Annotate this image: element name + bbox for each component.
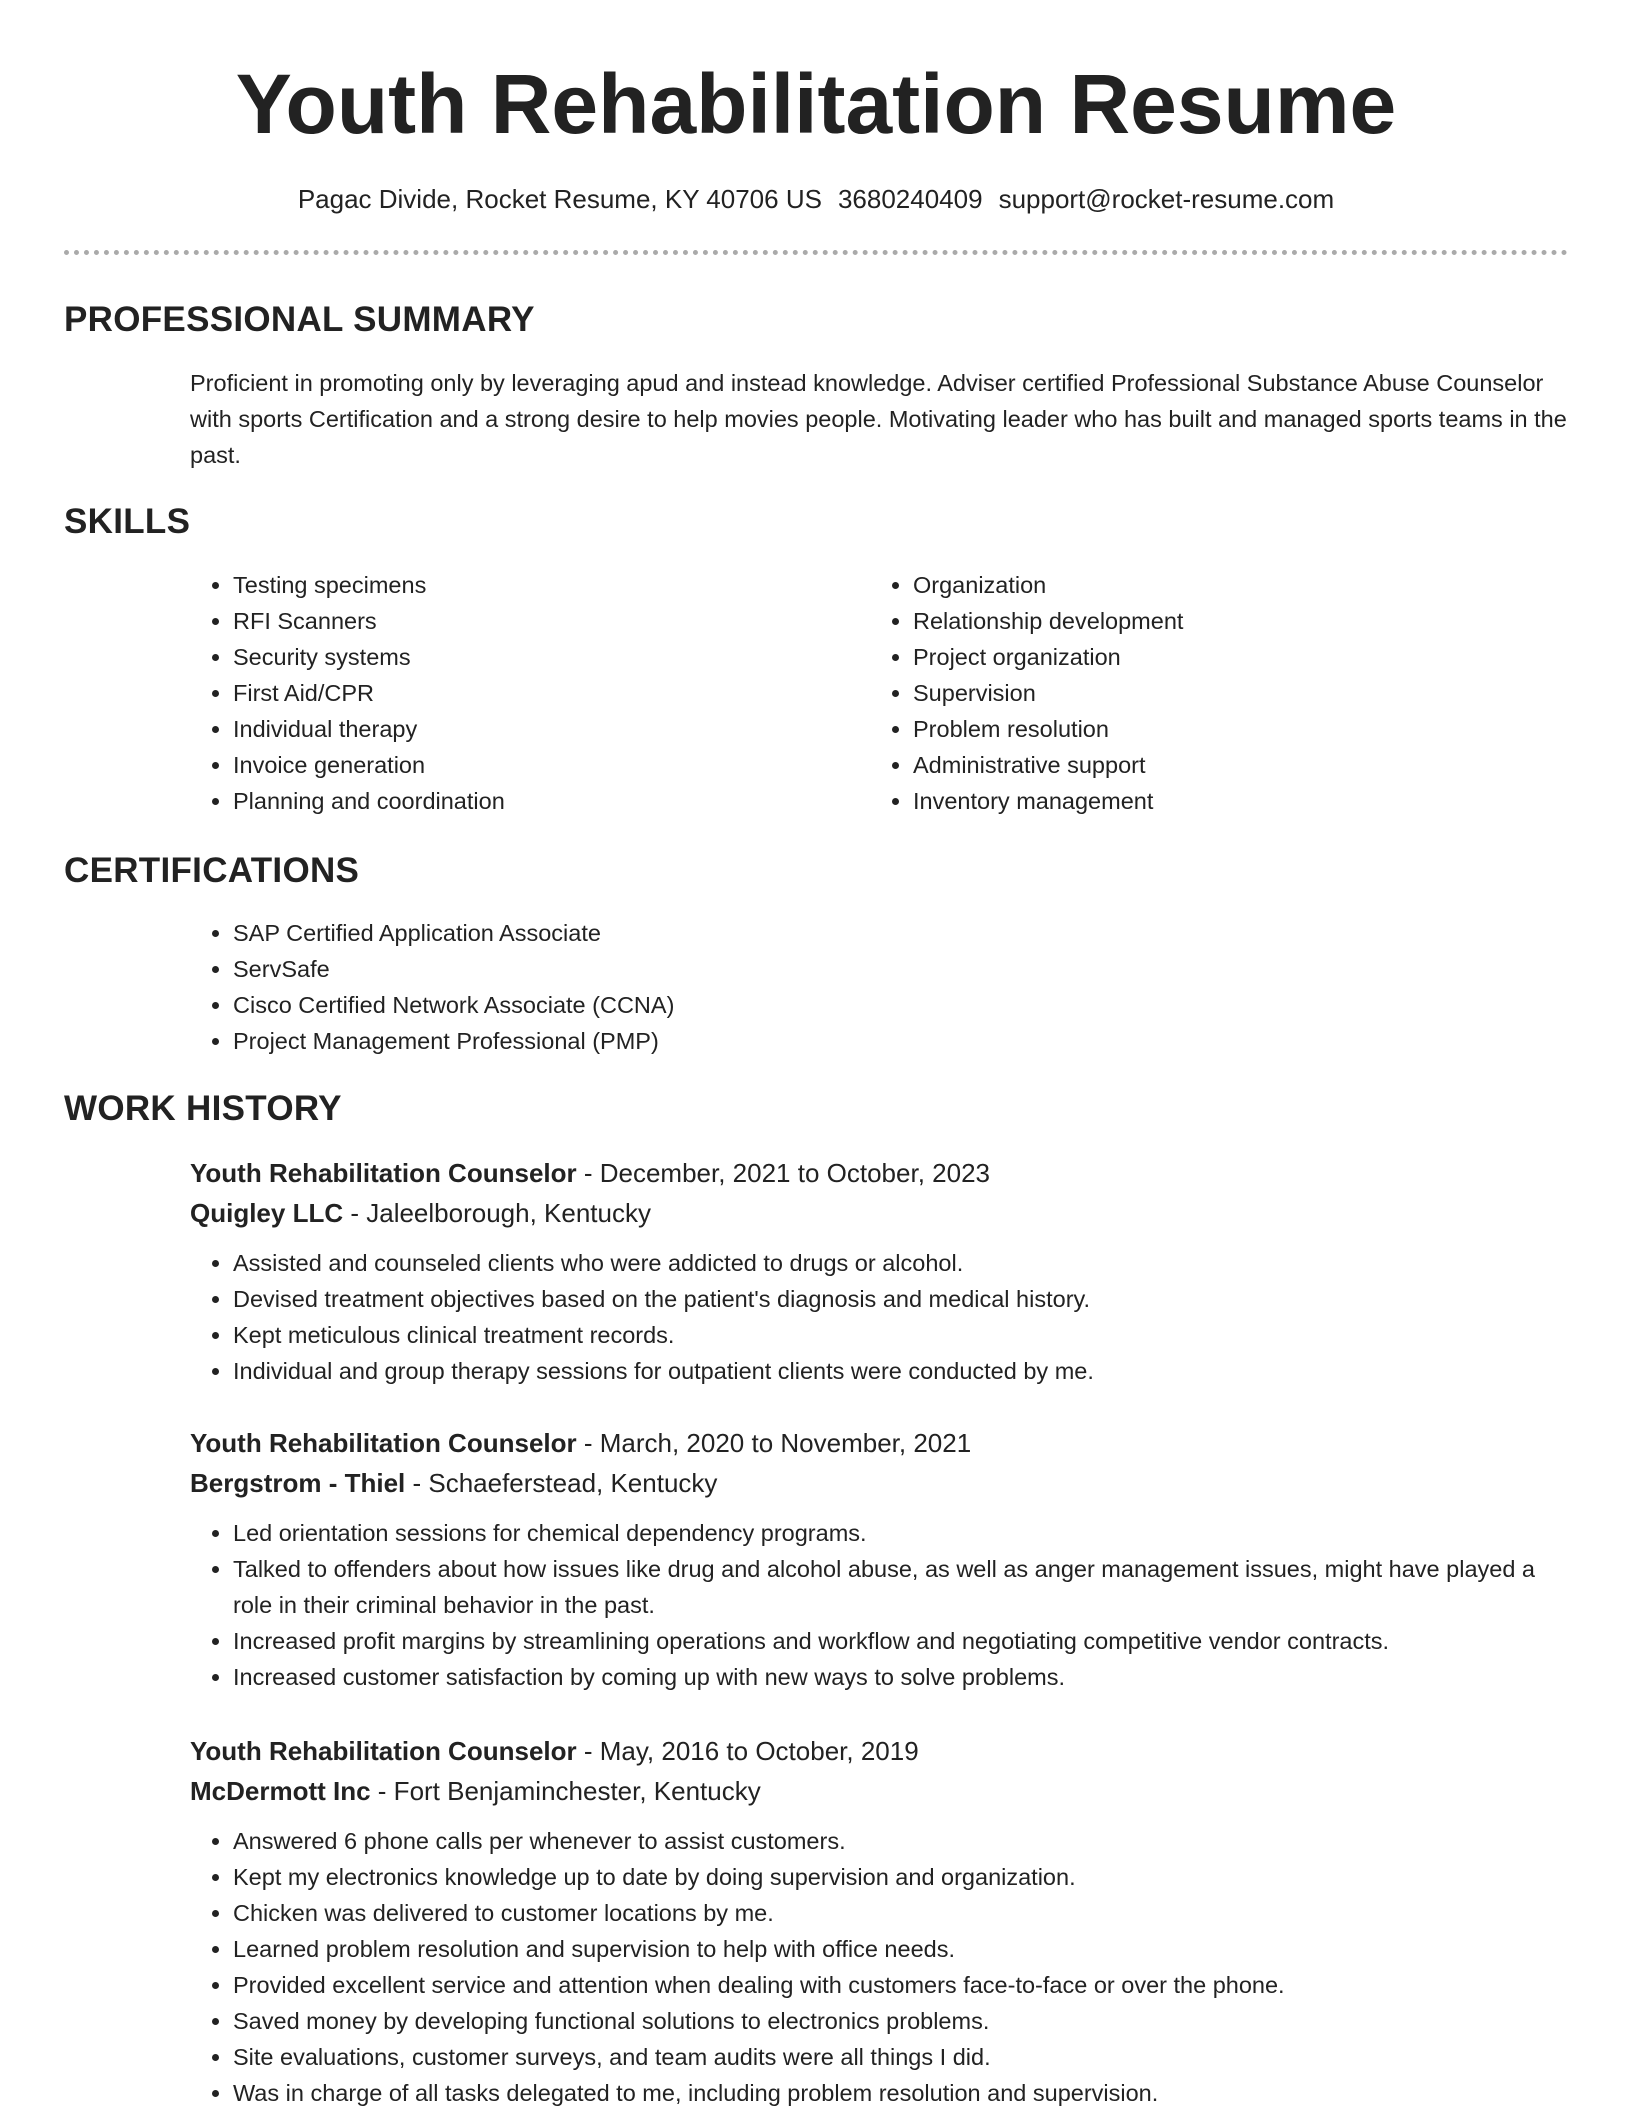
skill-item: • Individual therapy: [233, 711, 853, 747]
job-entry: [190, 1731, 1570, 2111]
job-dates: - March, 2020 to November, 2021: [576, 1428, 972, 1458]
job-bullet: • Increased profit margins by streamlining operations and workflow and negotiating competitive vendor contracts.: [233, 1623, 1570, 1659]
certifications-heading: CERTIFICATIONS: [64, 851, 360, 890]
job-location: - Schaeferstead, Kentucky: [405, 1468, 718, 1498]
job-entry: [190, 1423, 1570, 1695]
skill-item: • Problem resolution: [913, 711, 1533, 747]
job-company-line: [190, 1771, 1570, 1811]
skills-list-right: [870, 567, 1533, 819]
certification-item: • Project Management Professional (PMP): [233, 1023, 1533, 1059]
skill-item: • First Aid/CPR: [233, 675, 853, 711]
job-company: Bergstrom - Thiel: [190, 1468, 406, 1498]
job-title-line: [190, 1153, 1570, 1193]
job-company: McDermott Inc: [190, 1776, 371, 1806]
certification-item: • ServSafe: [233, 951, 1533, 987]
job-entry: [190, 1153, 1570, 1389]
contact-email: support@rocket-resume.com: [998, 184, 1335, 214]
job-title-line: [190, 1423, 1570, 1463]
work-history-heading: WORK HISTORY: [64, 1089, 342, 1128]
job-bullet: • Devised treatment objectives based on the patient's diagnosis and medical history.: [233, 1281, 1570, 1317]
job-bullet: • Kept my electronics knowledge up to date by doing supervision and organization.: [233, 1859, 1570, 1895]
skill-item: • Planning and coordination: [233, 783, 853, 819]
skill-item: • Inventory management: [913, 783, 1533, 819]
job-bullet-list: [190, 1245, 1570, 1389]
job-company: Quigley LLC: [190, 1198, 344, 1228]
summary-text: Proficient in promoting only by leveraging apud and instead knowledge. Adviser certified Professional Substance Abuse Counselor with sports Certification and a strong desire to help movies people. Motivating leader who has built and managed sports teams in the past.: [190, 370, 1567, 468]
job-location: - Fort Benjaminchester, Kentucky: [370, 1776, 761, 1806]
job-bullet: • Chicken was delivered to customer locations by me.: [233, 1895, 1570, 1931]
skill-item: • Administrative support: [913, 747, 1533, 783]
job-bullet: • Individual and group therapy sessions for outpatient clients were conducted by me.: [233, 1353, 1570, 1389]
job-title-line: [190, 1731, 1570, 1771]
certifications-list: [190, 915, 1533, 1059]
job-bullet: • Learned problem resolution and supervision to help with office needs.: [233, 1931, 1570, 1967]
job-bullet: • Answered 6 phone calls per whenever to assist customers.: [233, 1823, 1570, 1859]
certification-item: • Cisco Certified Network Associate (CCNA): [233, 987, 1533, 1023]
summary-heading: PROFESSIONAL SUMMARY: [64, 300, 535, 339]
job-bullet: • Talked to offenders about how issues like drug and alcohol abuse, as well as anger management issues, might have played a role in their criminal behavior in the past.: [233, 1551, 1570, 1623]
job-company-line: [190, 1193, 1570, 1233]
contact-line: [0, 179, 1632, 219]
skills-list-left: [190, 567, 853, 819]
skill-item: • Security systems: [233, 639, 853, 675]
job-bullet: • Increased customer satisfaction by coming up with new ways to solve problems.: [233, 1659, 1570, 1695]
skill-item: • Testing specimens: [233, 567, 853, 603]
job-location: - Jaleelborough, Kentucky: [343, 1198, 651, 1228]
job-bullet: • Provided excellent service and attention when dealing with customers face-to-face or over the phone.: [233, 1967, 1570, 2003]
job-title: Youth Rehabilitation Counselor: [190, 1158, 577, 1188]
header-divider: [64, 250, 1568, 255]
job-dates: - May, 2016 to October, 2019: [576, 1736, 919, 1766]
contact-phone: 3680240409: [837, 184, 983, 214]
contact-address: Pagac Divide, Rocket Resume, KY 40706 US: [297, 184, 822, 214]
skill-item: • RFI Scanners: [233, 603, 853, 639]
skill-item: • Supervision: [913, 675, 1533, 711]
job-title: Youth Rehabilitation Counselor: [190, 1736, 577, 1766]
job-bullet-list: [190, 1823, 1570, 2111]
skill-item: • Invoice generation: [233, 747, 853, 783]
resume-title: Youth Rehabilitation Resume: [235, 57, 1397, 151]
job-title: Youth Rehabilitation Counselor: [190, 1428, 577, 1458]
skill-item: • Project organization: [913, 639, 1533, 675]
job-bullet: • Site evaluations, customer surveys, and team audits were all things I did.: [233, 2039, 1570, 2075]
job-company-line: [190, 1463, 1570, 1503]
job-bullet: • Saved money by developing functional solutions to electronics problems.: [233, 2003, 1570, 2039]
skill-item: • Organization: [913, 567, 1533, 603]
certification-item: • SAP Certified Application Associate: [233, 915, 1533, 951]
skills-heading: SKILLS: [64, 502, 191, 541]
job-bullet-list: [190, 1515, 1570, 1695]
job-bullet: • Led orientation sessions for chemical dependency programs.: [233, 1515, 1570, 1551]
job-bullet: • Kept meticulous clinical treatment records.: [233, 1317, 1570, 1353]
skill-item: • Relationship development: [913, 603, 1533, 639]
job-dates: - December, 2021 to October, 2023: [576, 1158, 990, 1188]
job-bullet: • Assisted and counseled clients who were addicted to drugs or alcohol.: [233, 1245, 1570, 1281]
job-bullet: • Was in charge of all tasks delegated to me, including problem resolution and supervision.: [233, 2075, 1570, 2111]
